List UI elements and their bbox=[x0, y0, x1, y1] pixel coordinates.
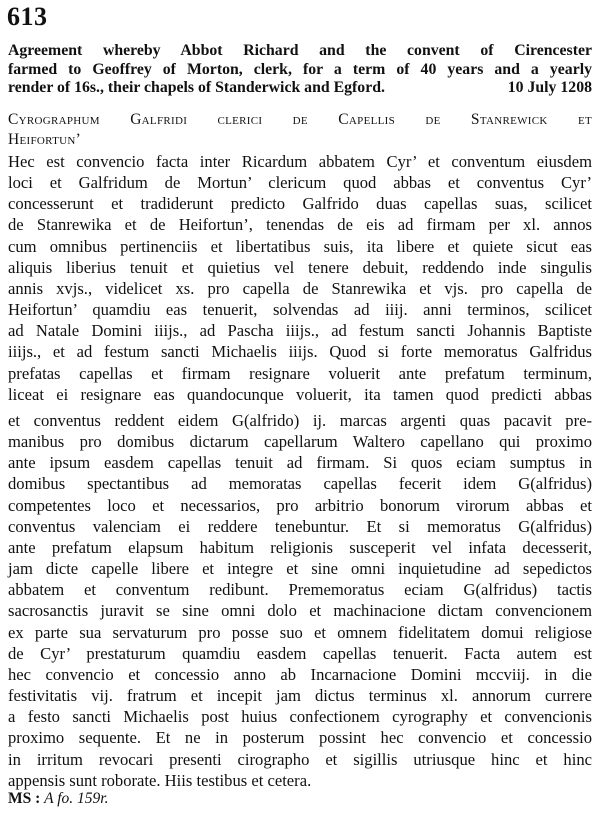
text-line: liceat ei resignare eas quandocunque voluerit, ita tamen quod predicti abbas bbox=[8, 384, 592, 404]
text-line: ante prefatum elapsum habitum religionis susceperit vel infata decesserit, bbox=[8, 537, 592, 557]
heading-line: Cyrographum Galfridi clerici de Capellis de Stanrewick et bbox=[8, 111, 592, 128]
text-line: hec convencio et concessio anno ab Incarnacione Domini mccviij. in die bbox=[8, 664, 592, 684]
summary-line-with-date bbox=[8, 79, 592, 98]
text-line: jam dicte capelle libere et integre et sine omni inquietudine ad sepedictos bbox=[8, 559, 592, 579]
text-line: Hec est convencio facta inter Ricardum abbatem Cyr’ et conventum eiusdem bbox=[8, 152, 592, 171]
text-line: proximo sequente. Et ne in posterum possint hec convencio et concessio bbox=[8, 728, 592, 748]
summary-line: farmed to Geoffrey of Morton, clerk, for a term of 40 years and a yearly bbox=[8, 60, 592, 78]
document-date: 10 July 1208 bbox=[507, 79, 592, 96]
text-line: et conventus reddent eidem G(alfrido) ij. marcas argenti quas pacavit pre- bbox=[8, 411, 592, 430]
summary-line: render of 16s., their chapels of Standerwick and Egford. bbox=[8, 79, 385, 96]
text-line: concesserunt et tradiderunt predicto Galfrido duas capellas suas, scilicet bbox=[8, 194, 592, 214]
text-line: in irritum revocari presenti cirographo et sigillis utriusque hinc et hinc bbox=[8, 749, 592, 769]
text-line: de Cyr’ prestaturum quamdiu easdem capellas tenuerit. Facta autem est bbox=[8, 643, 592, 663]
text-line: appensis sunt roborate. Hiis testibus et cetera. bbox=[8, 770, 312, 790]
document-heading bbox=[8, 110, 592, 150]
text-line: festivitatis vij. fratrum et incepit jam dictus terminus xl. annorum currere bbox=[8, 686, 592, 706]
text-line: sacrosanctis juravit se sine omni dolo et machinacione dictam convencionem bbox=[8, 601, 592, 621]
document-number: 613 bbox=[7, 2, 48, 31]
summary-line: Agreement whereby Abbot Richard and the convent of Cirencester bbox=[8, 42, 592, 59]
text-line: a festo sancti Michaelis post huius confectionem cyrography et convencionis bbox=[8, 707, 592, 727]
text-line: ante ipsum easdem capellas tenuit ad firmam. Si quos eciam sumptus in bbox=[8, 453, 592, 473]
text-line: loci et Galfridum de Mortun’ clericum quod abbas et conventus Cyr’ bbox=[8, 173, 592, 193]
manuscript-reference bbox=[8, 790, 108, 808]
text-line: de Stanrewika et de Heifortun’, tenendas de eis ad firmam per xl. annos bbox=[8, 215, 592, 235]
manuscript-label: MS : bbox=[8, 790, 41, 807]
document-text-part-1 bbox=[8, 151, 592, 405]
document-summary bbox=[8, 42, 592, 98]
text-line: competentes loco et necessarios, pro arbitrio bonorum virorum abbas et bbox=[8, 495, 592, 515]
text-line: conventus valenciam ei reddere tenebuntur. Et si memoratus G(alfridus) bbox=[8, 516, 592, 536]
text-line: Heifortun’ quamdiu eas tenuerit, solvendas ad iiij. anni terminos, scilicet bbox=[8, 300, 592, 320]
heading-line: Heifortun’ bbox=[8, 131, 82, 148]
manuscript-folio: A fo. 159r. bbox=[44, 790, 109, 807]
text-line: prefatas capellas et firmam resignare voluerit ante prefatum terminum, bbox=[8, 363, 592, 383]
text-line: abbatem et conventum redibunt. Prememoratus eciam G(alfridus) tactis bbox=[8, 580, 592, 600]
text-line: ex parte sua servaturum pro posse suo et omnem fidelitatem domui religiose bbox=[8, 622, 592, 642]
text-line: iiijs., et ad festum sancti Michaelis iiijs. Quod si forte memoratus Galfridus bbox=[8, 342, 592, 362]
document-text-part-2 bbox=[8, 410, 592, 791]
text-line: cum omnibus pertinenciis et libertatibus suis, ita libere et quiete sicut eas bbox=[8, 236, 592, 256]
text-line: aliquis liberius tenuit et quietius vel tenere debuit, reddendo inde singulis bbox=[8, 257, 592, 277]
text-line: annis xvjs., videlicet xs. pro capella de Stanrewika et vjs. pro capella de bbox=[8, 278, 592, 298]
text-line: ad Natale Domini iiijs., ad Pascha iiijs., ad festum sancti Johannis Baptiste bbox=[8, 321, 592, 341]
text-line: domibus spectantibus ad memoratas capellas fecerit idem G(alfridus) bbox=[8, 474, 592, 494]
text-line: manibus pro domibus dictarum capellarum Waltero capellano qui proximo bbox=[8, 432, 592, 452]
